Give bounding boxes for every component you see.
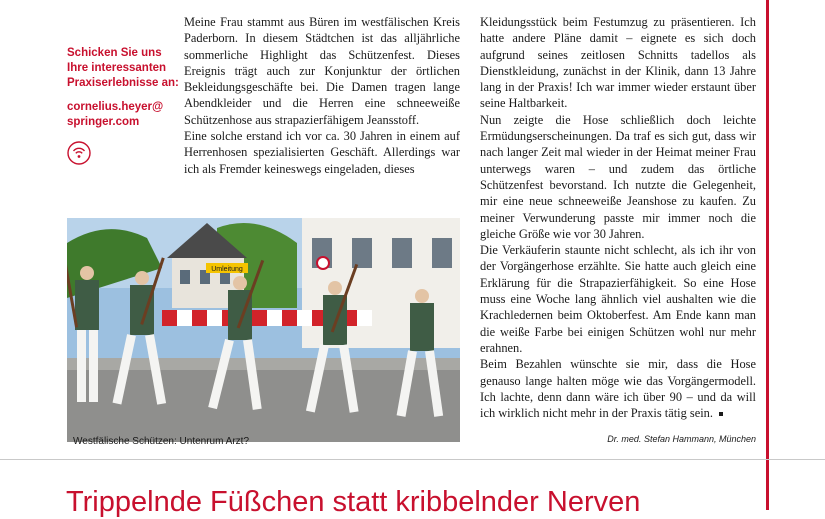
col1-paragraph-2: Eine solche erstand ich vor ca. 30 Jahren in einem auf Herrenhosen spezialisierten Geschäft. Allerdings war ich als Fremder keineswegs eingeladen, dieses (184, 129, 460, 176)
email-line-1: cornelius.heyer@ (67, 101, 164, 113)
photo-street-sign: Umleitung (211, 266, 243, 273)
author-signature: Dr. med. Stefan Hammann, München (607, 434, 756, 444)
section-separator (0, 459, 825, 460)
col2-paragraph-2: Nun zeigte die Hose schließlich doch leichte Ermüdungserscheinungen. Da traf es sich gut, dass wir nach langer Zeit mal wieder in der Heimat meiner Frau unterwegs waren – und zudem das örtliche Schützenfest bevorstand. Ich nutzte die Gelegenheit, mir eine neue schneeweiße Jeanshose zu kaufen. Zu meiner Verwunderung passte mir immer noch die gleiche Größe wie vor 30 Jahren. (480, 112, 756, 241)
parade-photo (67, 218, 460, 442)
col2-paragraph-1: Kleidungsstück beim Festumzug zu präsentieren. Ich hatte andere Pläne damit – eignete es sich doch aufgrund seines zeitlosen Schnitts tadellos als Dienstkleidung, zunächst in der Klinik, dann 13 Jahre lang in der Praxis! Ich war immer wieder erstaunt über seine Haltbarkeit. (480, 15, 756, 111)
photo-caption: Westfälische Schützen: Untenrum Arzt? (73, 436, 250, 447)
article-column-1 (184, 14, 460, 177)
article-column-2 (480, 14, 756, 421)
col2-paragraph-4 (480, 356, 756, 421)
next-article-headline: Trippelnde Füßchen statt kribbelnder Nerven (66, 486, 641, 518)
podcast-icon[interactable] (67, 141, 91, 165)
submission-invite: Schicken Sie uns Ihre interessanten Praxiserlebnisse an: (67, 47, 179, 89)
submission-email[interactable] (67, 100, 182, 130)
submission-sidebar (67, 46, 182, 170)
end-of-article-mark (719, 412, 723, 416)
col2-paragraph-4-text: Beim Bezahlen wünschte sie mir, dass die Hose genauso lange halten möge wie das Vorgängermodell. Ich lachte, denn dann wäre ich über 90 – und da will ich wirklich nicht mehr in der Praxis tätig sein. (480, 357, 756, 421)
col2-paragraph-3: Die Verkäuferin staunte nicht schlecht, als ich ihr von der Vorgängerhose erzählte. Sie hatte auch gleich eine Erklärung für die Strapazierfähigkeit. So eine Hose muss eine Woche lang ähnlich viel aushalten wie die Krachledernen beim Oktoberfest. Am Ende kann man die weiße Farbe bei einigen Schützen wohl nur mehr erahnen. (480, 243, 756, 355)
red-margin-rule (766, 0, 769, 510)
email-line-2: springer.com (67, 116, 140, 128)
col1-paragraph-1: Meine Frau stammt aus Büren im westfälischen Kreis Paderborn. In diesem Städtchen ist das alljährliche sommerliche Highlight das Schützenfest. Dieses Ereignis trägt auch zur Konjunktur der örtlichen Bekleidungsgeschäfte bei. Die Damen tragen lange Abendkleider und die Herren eine schneeweiße Schützenhose aus strapazierfähigem Jeansstoff. (184, 15, 460, 127)
